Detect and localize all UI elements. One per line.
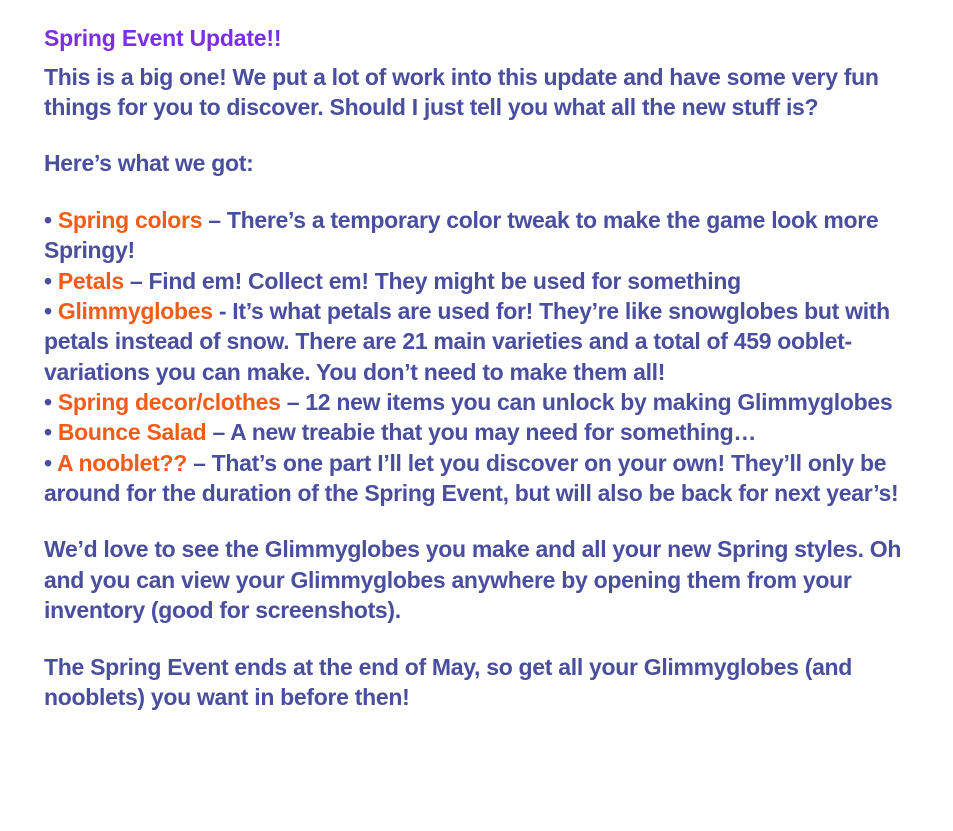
feature-name: Bounce Salad	[57, 419, 207, 446]
feature-name: A nooblet??	[57, 449, 187, 476]
list-item	[44, 296, 913, 387]
bullet-marker: •	[44, 297, 52, 324]
bullet-marker: •	[44, 206, 52, 233]
list-item	[44, 387, 913, 417]
closing-paragraph-2: The Spring Event ends at the end of May, so get all your Glimmyglobes (and nooblets) you want in before then!	[44, 653, 853, 710]
list-item	[44, 266, 913, 296]
feature-name: Glimmyglobes	[57, 297, 213, 324]
list-item	[44, 448, 913, 509]
list-item	[44, 205, 913, 266]
feature-description: – Find em! Collect em! They might be used for something	[123, 267, 741, 294]
bullet-marker: •	[44, 388, 52, 415]
feature-list	[44, 205, 913, 509]
feature-name: Spring decor/clothes	[57, 388, 281, 415]
list-item	[44, 417, 913, 447]
spacer	[44, 508, 913, 534]
closing-paragraph-1: We’d love to see the Glimmyglobes you make and all your new Spring styles. Oh and you can view your Glimmyglobes anywhere by opening them from your inventory (good for screenshots).	[44, 536, 902, 624]
feature-name: Spring colors	[57, 206, 203, 233]
spacer	[44, 626, 913, 652]
lead-in-text: Here’s what we got:	[44, 150, 254, 177]
feature-description: – That’s one part I’ll let you discover on your own! They’ll only be around for the duration of the Spring Event, but will also be back for next year’s!	[44, 449, 899, 507]
spacer	[44, 179, 913, 205]
page-title: Spring Event Update!!	[44, 25, 282, 51]
spacer	[44, 122, 913, 148]
bullet-marker: •	[44, 419, 52, 446]
feature-name: Petals	[57, 267, 124, 294]
bullet-marker: •	[44, 267, 52, 294]
feature-description: - It’s what petals are used for! They’re like snowglobes but with petals instead of snow. There are 21 main varieties and a total of 459 ooblet-variations you can make. You don’t need to make them all!	[44, 297, 890, 385]
intro-paragraph: This is a big one! We put a lot of work into this update and have some very fun things for you to discover. Should I just tell you what all the new stuff is?	[44, 63, 879, 121]
bullet-marker: •	[44, 449, 52, 476]
feature-description: – 12 new items you can unlock by making Glimmyglobes	[280, 388, 893, 415]
feature-description: – A new treabie that you may need for something…	[206, 419, 757, 446]
feature-description: – There’s a temporary color tweak to make the game look more Springy!	[44, 206, 879, 264]
